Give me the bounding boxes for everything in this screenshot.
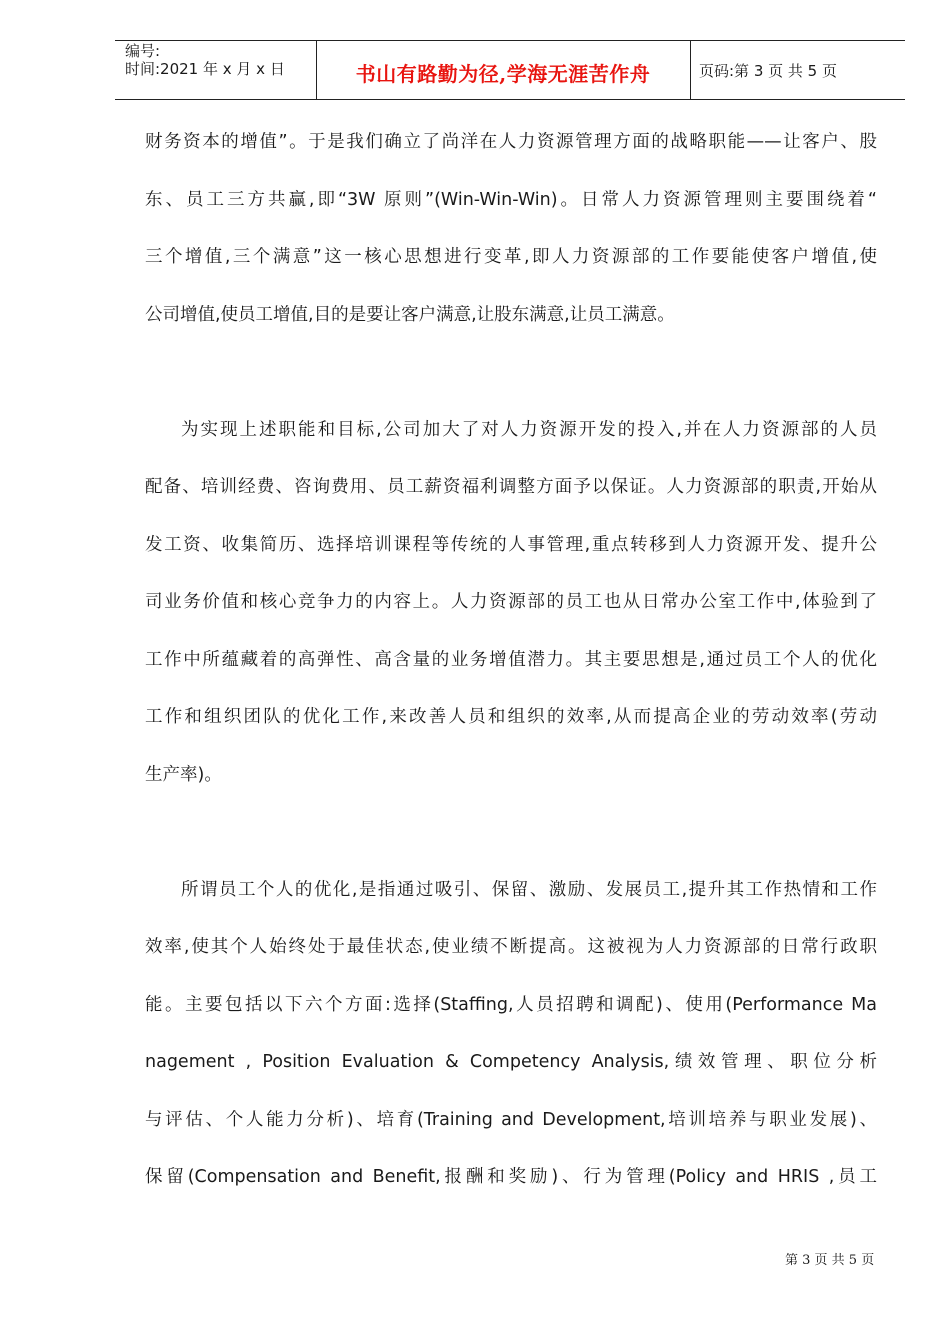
page-footer: 第 3 页 共 5 页 — [785, 1253, 875, 1268]
text-line: 能。主要包括以下六个方面:选择(Staffing,人员招聘和调配)、使用(Performance Ma — [145, 994, 877, 1015]
text-line: 工作和组织团队的优化工作,来改善人员和组织的效率,从而提高企业的劳动效率(劳动 — [145, 707, 877, 727]
paragraph-gap — [145, 804, 877, 862]
text-line: 东、员工三方共赢,即“3W 原则”(Win-Win-Win)。日常人力资源管理则主要围绕着“ — [145, 189, 877, 210]
header-top-rule — [115, 40, 905, 41]
text-line: 与评估、个人能力分析)、培育(Training and Development,培训培养与职业发展)、 — [145, 1109, 877, 1130]
text-line: 配备、培训经费、咨询费用、员工薪资福利调整方面予以保证。人力资源部的职责,开始从 — [145, 477, 877, 497]
document-body — [145, 114, 877, 1207]
paragraph-gap — [145, 344, 877, 402]
text-line: 发工资、收集简历、选择培训课程等传统的人事管理,重点转移到人力资源开发、提升公 — [145, 534, 877, 555]
paragraph-2 — [145, 402, 877, 805]
text-line: 保留(Compensation and Benefit,报酬和奖励)、行为管理(Policy and HRIS ,员工 — [145, 1167, 877, 1187]
text-line: nagement , Position Evaluation & Competency Analysis,绩效管理、职位分析 — [145, 1052, 877, 1072]
header-bottom-rule — [115, 99, 905, 100]
header-meta — [125, 42, 285, 78]
text-line: 为实现上述职能和目标,公司加大了对人力资源开发的投入,并在人力资源部的人员 — [181, 419, 877, 440]
header-motto: 书山有路勤为径,学海无涯苦作舟 — [355, 62, 651, 86]
text-line: 所谓员工个人的优化,是指通过吸引、保留、激励、发展员工,提升其工作热情和工作 — [181, 879, 877, 900]
paragraph-1 — [145, 114, 877, 344]
paragraph-3 — [145, 862, 877, 1207]
time-label: 时间:2021 年 x 月 x 日 — [125, 60, 285, 78]
text-line: 效率,使其个人始终处于最佳状态,使业绩不断提高。这被视为人力资源部的日常行政职 — [145, 937, 877, 957]
text-line: 财务资本的增值”。于是我们确立了尚洋在人力资源管理方面的战略职能——让客户、股 — [145, 132, 877, 152]
text-line: 司业务价值和核心竞争力的内容上。人力资源部的员工也从日常办公室工作中,体验到了 — [145, 592, 877, 612]
number-label: 编号: — [125, 42, 161, 60]
text-line: 公司增值,使员工增值,目的是要让客户满意,让股东满意,让员工满意。 — [145, 304, 675, 325]
text-line: 生产率)。 — [145, 764, 222, 785]
header-divider-right — [690, 40, 691, 100]
text-line: 三个增值,三个满意”这一核心思想进行变革,即人力资源部的工作要能使客户增值,使 — [145, 247, 877, 267]
page-header — [115, 40, 905, 100]
text-line: 工作中所蕴藏着的高弹性、高含量的业务增值潜力。其主要思想是,通过员工个人的优化 — [145, 649, 877, 670]
header-page-info: 页码:第 3 页 共 5 页 — [699, 62, 837, 80]
